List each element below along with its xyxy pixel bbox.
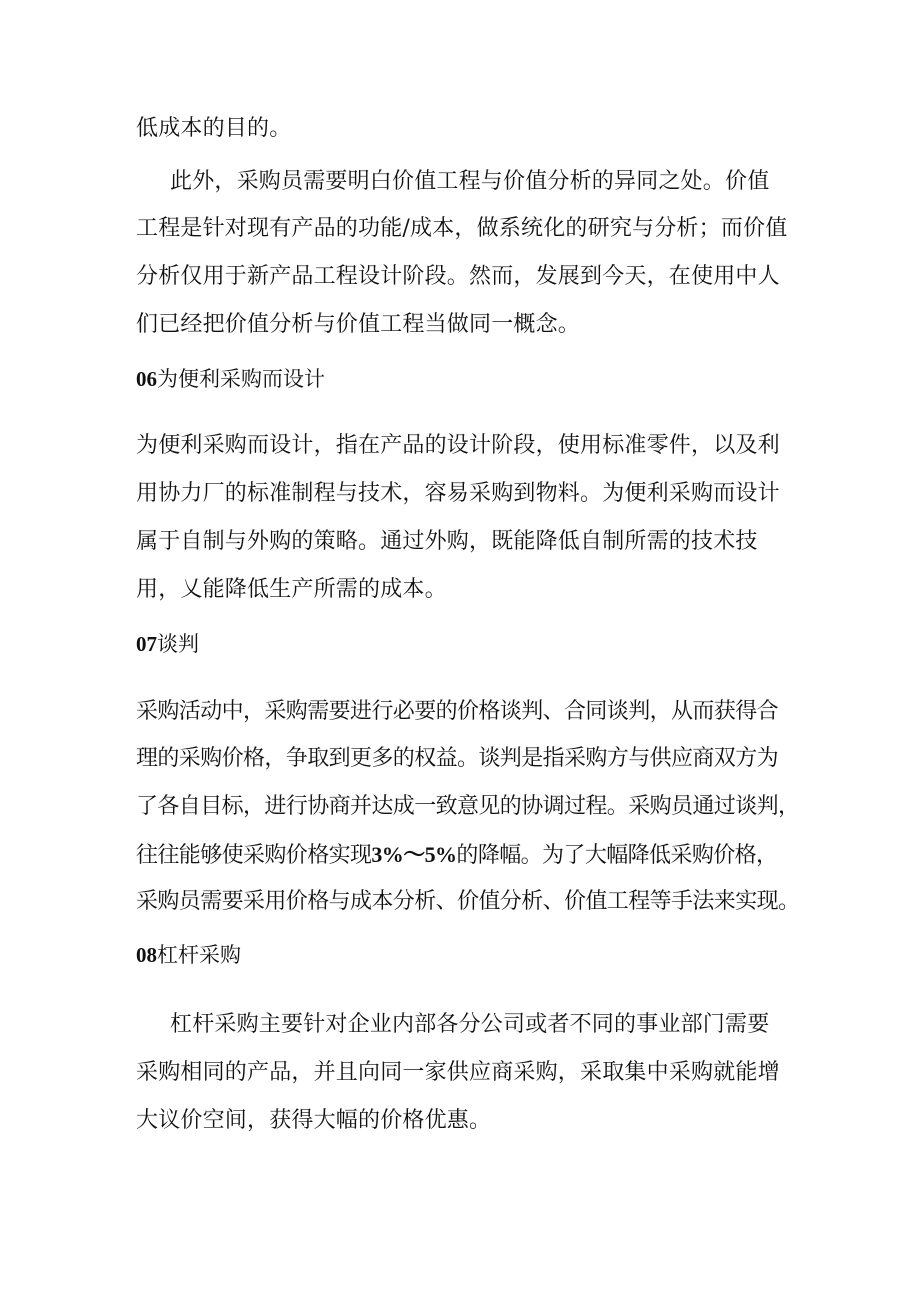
paragraph-line: 采购活动中，采购需要进行必要的价格谈判、合同谈判，从而获得合 xyxy=(136,699,779,724)
paragraph-line: 采购员需要采用价格与成本分析、价值分析、价值工程等手法来实现。 xyxy=(136,889,800,914)
paragraph-line: 低成本的目的。 xyxy=(136,116,292,141)
paragraph-line: 了各自目标，进行协商并达成一致意见的协调过程。采购员通过谈判， xyxy=(136,794,800,819)
paragraph-line: 用，乂能降低生产所需的成本。 xyxy=(136,577,447,602)
paragraph-line: 为便利采购而设计，指在产品的设计阶段，使用标准零件，以及利 xyxy=(136,433,780,458)
section-heading-08 xyxy=(136,940,241,970)
section-title: 为便利采购而设计 xyxy=(157,367,325,391)
paragraph-line: 用协力厂的标准制程与技术，容易采购到物料。为便利采购而设计 xyxy=(136,481,780,506)
paragraph-line: 杠杆采购主要针对企业内部各分公司或者不同的事业部门需要 xyxy=(170,1012,770,1037)
paragraph-line xyxy=(136,840,777,871)
percentage-range: 3%～5% xyxy=(371,842,457,867)
section-heading-07 xyxy=(136,629,199,659)
paragraph-line: 属于自制与外购的策略。通过外购，既能降低自制所需的技术技 xyxy=(136,529,758,554)
paragraph-line: 此外，采购员需要明白价值工程与价值分析的异同之处。价值 xyxy=(170,169,770,194)
section-number: 08 xyxy=(136,943,157,967)
section-heading-06 xyxy=(136,364,325,394)
section-title: 谈判 xyxy=(157,632,199,656)
paragraph-line: 工程是针对现有产品的功能/成本，做系统化的研究与分析；而价值 xyxy=(136,216,788,241)
paragraph-line: 采购相同的产品，并且向同一家供应商采购，采取集中采购就能增 xyxy=(136,1060,780,1085)
section-number: 06 xyxy=(136,367,157,391)
section-title: 杠杆采购 xyxy=(157,943,241,967)
section-number: 07 xyxy=(136,632,157,656)
paragraph-line: 理的采购价格，争取到更多的权益。谈判是指采购方与供应商双方为 xyxy=(136,746,779,771)
text-run: 往往能够使采购价格实现 xyxy=(136,843,372,868)
paragraph-line: 分析仅用于新产品工程设计阶段。然而，发展到今天，在使用中人 xyxy=(136,264,780,289)
text-run: 的降幅。为了大幅降低采购价格， xyxy=(456,843,778,868)
paragraph-line: 大议价空间，获得大幅的价格优惠。 xyxy=(136,1108,492,1133)
paragraph-line: 们已经把价值分析与价值工程当做同一概念。 xyxy=(136,312,581,337)
